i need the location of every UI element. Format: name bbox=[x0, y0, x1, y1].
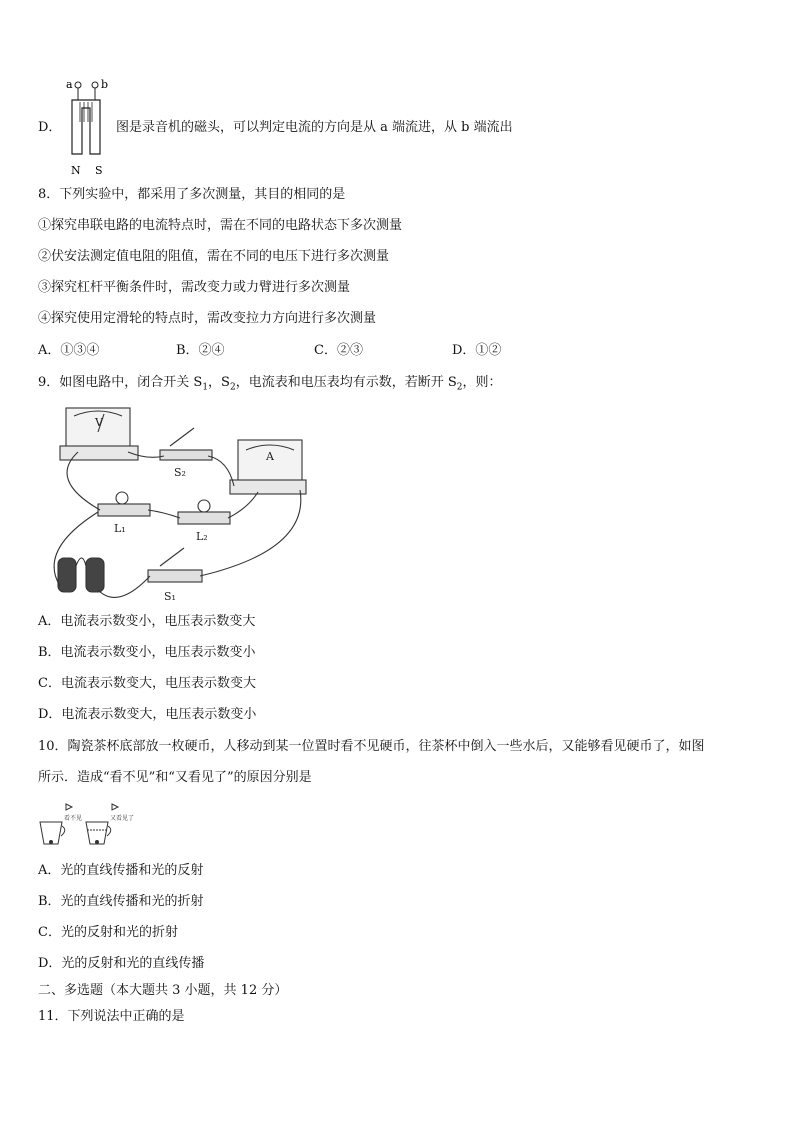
q9-option-a: A．电流表示数变小，电压表示数变大 bbox=[38, 614, 256, 629]
q10-option-a: A．光的直线传播和光的反射 bbox=[38, 863, 204, 878]
q7-option-d-letter: D． bbox=[38, 120, 62, 135]
s1-label: S₁ bbox=[164, 590, 176, 603]
q8-item-4: ④探究使用定滑轮的特点时，需改变拉力方向进行多次测量 bbox=[38, 311, 377, 326]
q10-option-d: D．光的反射和光的直线传播 bbox=[38, 956, 205, 971]
label-a: a bbox=[66, 78, 73, 91]
q11-stem: 11．下列说法中正确的是 bbox=[38, 1009, 185, 1024]
q9-stem-b: ，S bbox=[208, 375, 230, 390]
teacup-figure bbox=[36, 800, 146, 850]
q10-option-c: C．光的反射和光的折射 bbox=[38, 925, 178, 940]
q9-option-d: D．电流表示数变大，电压表示数变小 bbox=[38, 707, 257, 722]
q8-stem: 8．下列实验中，都采用了多次测量，其目的相同的是 bbox=[38, 187, 346, 202]
q9-sub-2b: 2 bbox=[456, 382, 463, 393]
q10-stem-line2: 所示．造成“看不见”和“又看见了”的原因分别是 bbox=[38, 770, 312, 785]
l1-label: L₁ bbox=[114, 522, 126, 535]
q9-stem-c: ，电流表和电压表均有示数，若断开 S bbox=[235, 375, 457, 390]
q8-option-d: D．①② bbox=[452, 343, 502, 358]
section-2-title: 二、多选题（本大题共 3 小题，共 12 分） bbox=[38, 983, 288, 998]
q8-item-3: ③探究杠杆平衡条件时，需改变力或力臂进行多次测量 bbox=[38, 280, 351, 295]
q9-option-c: C．电流表示数变大，电压表示数变大 bbox=[38, 676, 256, 691]
q8-option-b: B．②④ bbox=[176, 343, 225, 358]
q9-sub-1: 1 bbox=[202, 382, 209, 393]
label-s: S bbox=[95, 164, 103, 177]
voltmeter-label: V bbox=[95, 416, 103, 429]
magnetic-head-figure bbox=[60, 78, 120, 178]
q8-item-1: ①探究串联电路的电流特点时，需在不同的电路状态下多次测量 bbox=[38, 218, 403, 233]
q8-option-c: C．②③ bbox=[314, 343, 363, 358]
s2-label: S₂ bbox=[174, 466, 186, 479]
q10-option-b: B．光的直线传播和光的折射 bbox=[38, 894, 204, 909]
label-b: b bbox=[101, 78, 109, 91]
label-n: N bbox=[71, 164, 81, 177]
cup-right-label: 又看见了 bbox=[110, 815, 135, 822]
q9-stem-d: ，则： bbox=[462, 375, 502, 390]
q9-option-b: B．电流表示数变小，电压表示数变小 bbox=[38, 645, 256, 660]
ammeter-label: A bbox=[266, 450, 274, 463]
q9-stem-a: 9．如图电路中，闭合开关 S bbox=[38, 375, 203, 390]
q8-item-2: ②伏安法测定值电阻的阻值，需在不同的电压下进行多次测量 bbox=[38, 249, 390, 264]
q8-option-a: A．①③④ bbox=[38, 343, 100, 358]
cup-left-label: 看不见 bbox=[64, 815, 83, 822]
q10-stem-line1: 10．陶瓷茶杯底部放一枚硬币，人移动到某一位置时看不见硬币，往茶杯中倒入一些水后，又能够看见硬币了，如图 bbox=[38, 739, 705, 754]
circuit-figure bbox=[38, 400, 313, 605]
q7-option-d-text: 图是录音机的磁头，可以判定电流的方向是从 a 端流进，从 b 端流出 bbox=[116, 120, 513, 135]
q9-sub-2: 2 bbox=[229, 382, 236, 393]
q9-stem bbox=[38, 375, 501, 396]
l2-label: L₂ bbox=[196, 530, 208, 543]
